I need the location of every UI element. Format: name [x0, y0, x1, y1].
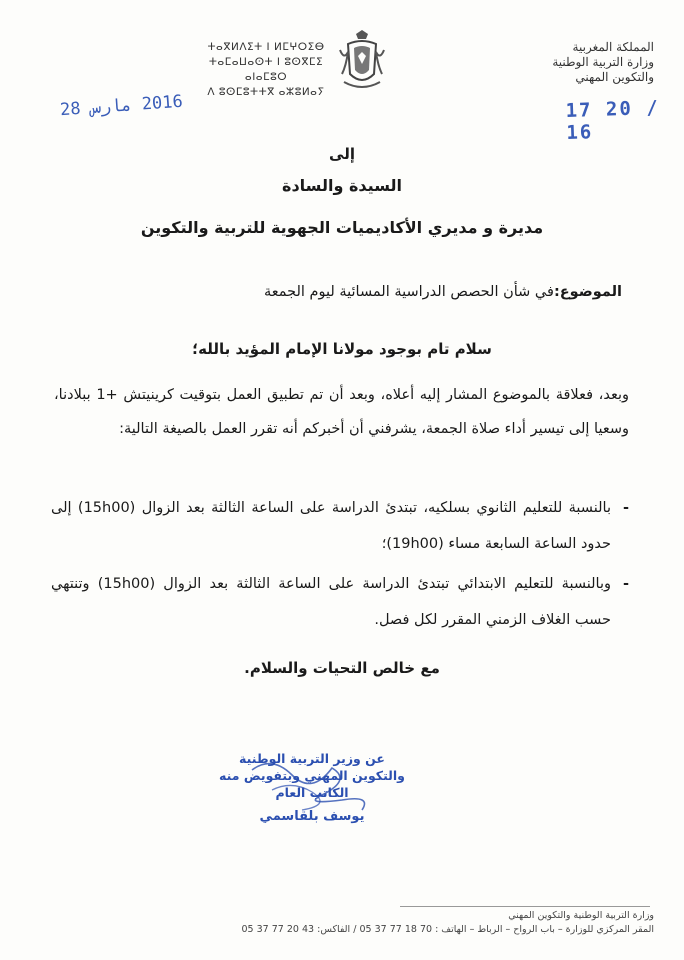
closing-salutation: مع خالص التحيات والسلام. — [244, 659, 440, 677]
reference-number-stamp: 17 20 / 16 — [565, 96, 661, 145]
to-label: إلى — [329, 145, 355, 163]
signature-title: الكاتب العام — [275, 785, 349, 800]
list-item-secondary: - بالنسبة للتعليم الثانوي بسلكيه، تبتدئ الدراسة على الساعة الثالثة بعد الزوال (15h00) إلى حدود الساعة السابعة مساء (19h00)؛ — [51, 490, 629, 562]
subject-line — [264, 284, 622, 300]
handwritten-signature-icon — [212, 750, 412, 840]
greeting: سلام تام بوجود مولانا الإمام المؤيد بالله؛ — [192, 340, 492, 358]
header-tifinagh-line-2: ⵜⴰⵎⴰⵡⴰⵙⵜ ⵏ ⵓⵙⴳⵎⵉ ⴰⵏⴰⵎⵓⵔ — [208, 56, 324, 83]
royal-emblem-icon — [338, 30, 386, 92]
signature-line-1: عن وزير التربية الوطنية — [239, 751, 385, 766]
signature-line-2: والتكوين المهني وبتفويض منه — [219, 768, 405, 783]
subject-text: في شأن الحصص الدراسية المسائية ليوم الجمعة — [263, 284, 554, 300]
ministry-name-arabic — [484, 40, 654, 85]
footer-divider — [400, 906, 650, 907]
subject-label: الموضوع: — [553, 284, 622, 300]
signature-stamp — [212, 750, 412, 840]
header-arabic-line-3: والتكوين المهني — [575, 70, 654, 84]
body-paragraph: وبعد، فعلاقة بالموضوع المشار إليه أعلاه، وبعد أن تم تطبيق العمل بتوقيت كرينيتش +1 ببلادنا، وسعيا إلى تيسير أداء صلاة الجمعة، يشرفني أن أخبركم أنه تقرر العمل بالصيغة التالية: — [54, 387, 629, 437]
recipients: مديرة و مديري الأكاديميات الجهوية للتربية والتكوين — [140, 218, 544, 237]
header-tifinagh-line-1: ⵜⴰⴳⵍⴷⵉⵜ ⵏ ⵍⵎⵖⵔⵉⴱ — [207, 41, 325, 53]
footer-ministry: وزارة التربية الوطنية والتكوين المهني — [508, 910, 654, 921]
ministry-name-tifinagh — [196, 40, 336, 100]
list-item-primary: - وبالنسبة للتعليم الابتدائي تبتدئ الدراسة على الساعة الثالثة بعد الزوال (15h00) وتنتهي حسب الغلاف الزمني المقرر لكل فصل. — [51, 566, 629, 638]
footer-address: المقر المركزي للوزارة – باب الرواح – الرباط – الهاتف : 70 18 77 37 05 / الفاكس: 43 20 77 37 05 — [241, 924, 654, 935]
header-arabic-line-1: المملكة المغربية — [572, 40, 654, 54]
date-stamp: 2016 مارس 28 — [59, 91, 184, 121]
header-tifinagh-line-3: ⴷ ⵓⵙⵎⵓⵜⵜⴳ ⴰⵣⵓⵍⴰⵢ — [207, 86, 325, 98]
header-arabic-line-2: وزارة التربية الوطنية — [552, 55, 654, 69]
signature-name: يوسف بلقاسمي — [259, 809, 365, 824]
addressee: السيدة والسادة — [282, 176, 402, 195]
